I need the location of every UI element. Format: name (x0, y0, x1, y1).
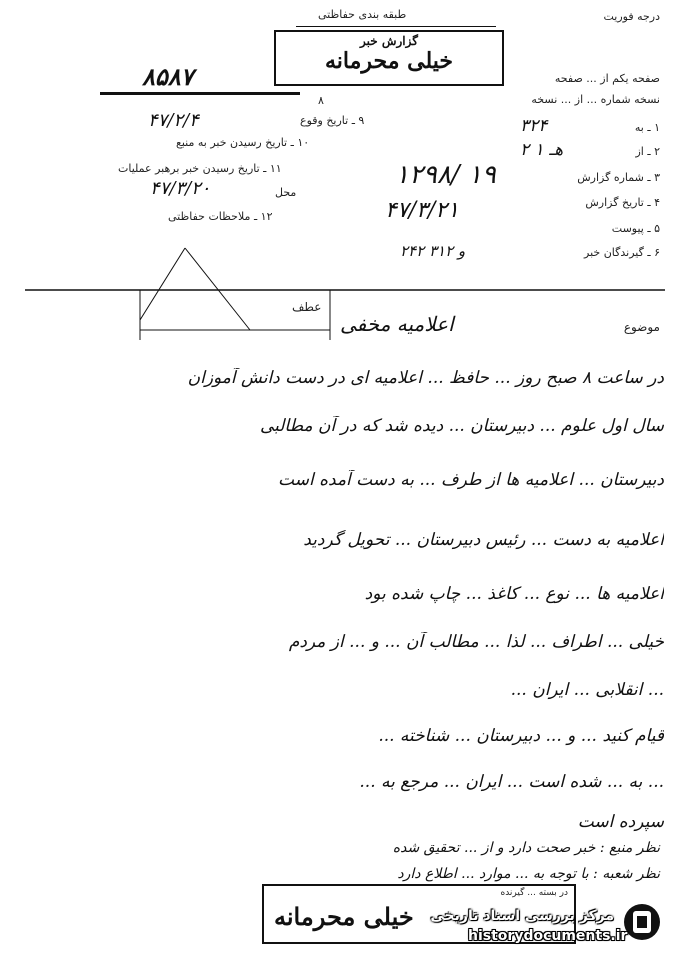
field-security-notes: ۱۲ ـ ملاحظات حفاظتی (168, 210, 273, 223)
body-line-9: ... به ... شده است ... ایران ... مرجع به ... (359, 772, 664, 792)
bottom-stamp-mini-text: در بسته ... گیرنده (500, 888, 568, 898)
classification-label: طبقه بندی حفاظتی (318, 8, 407, 21)
field-report-date: ۴ ـ تاریخ گزارش (585, 196, 660, 209)
field-from: ۲ ـ از (635, 145, 660, 158)
bottom-stamp-text: خیلی محرمانه (274, 902, 414, 931)
body-line-10: سپرده است (577, 812, 664, 832)
field-report-number: ۳ ـ شماره گزارش (577, 171, 660, 184)
top-stamp-line1: گزارش خبر (360, 34, 418, 48)
source-opinion-note: نظر منبع : خبر صحت دارد و از ... تحقیق شده (392, 840, 660, 856)
watermark-archive-name: مرکز بررسی اسناد تاریخی (430, 908, 614, 924)
body-line-4: اعلامیه به دست ... رئیس دبیرستان ... تحویل گردید (303, 530, 664, 550)
field-attachment: ۵ ـ پیوست (611, 222, 660, 235)
field-source-date: ۱۰ ـ تاریخ رسیدن خبر به منبع (176, 136, 310, 149)
header-frame (0, 0, 700, 340)
watermark-logo-icon (624, 904, 660, 940)
body-line-6: خیلی ... اطراف ... لذا ... مطالب آن ... و ... از مردم (288, 632, 664, 652)
handwritten-recipients: ۲۴۲ و ۳۱۲ (400, 242, 466, 260)
page-count-field: صفحه یکم از ... صفحه (554, 72, 660, 85)
body-line-2: سال اول علوم ... دبیرستان ... دیده شد که در آن مطالبی (259, 416, 664, 436)
field-to: ۱ ـ به (634, 121, 660, 134)
handwritten-code-b: ۲ هـ ۱ (520, 140, 564, 160)
body-line-5: اعلامیه ها ... نوع ... کاغذ ... چاپ شده بود (364, 584, 664, 604)
branch-opinion-note: نظر شعبه : با توجه به ... موارد ... اطلاع دارد (397, 866, 660, 882)
handwritten-date-b: ۴۷/۳/۲۰ (150, 178, 211, 199)
field-recipients: ۶ ـ گیرندگان خبر (584, 246, 660, 259)
attachment-ref-label: عطف (292, 300, 322, 314)
handwritten-report-number: ۱۲۹۸/ ۱۹ (395, 160, 496, 190)
field-8: ۸ (318, 94, 324, 107)
urgency-label: درجه فوریت (603, 10, 660, 23)
body-line-7: ... انقلابی ... ایران ... (510, 680, 664, 700)
subject-label: موضوع (623, 320, 660, 334)
handwritten-report-date: ۴۷/۳/۲۱ (385, 198, 459, 223)
field-occurrence-date: ۹ ـ تاریخ وقوع (300, 114, 365, 127)
field-operations-date: ۱۱ ـ تاریخ رسیدن خبر برهبر عملیات (118, 162, 282, 175)
handwritten-code-a: ۳۲۴ (520, 116, 548, 136)
handwritten-subject: اعلامیه مخفی (340, 312, 454, 336)
handwritten-ref-number: ۸۵۸۷ (142, 62, 194, 91)
handwritten-date-a: ۴۷/۲/۴ (148, 110, 199, 131)
watermark-url: historydocuments.ir (468, 928, 628, 944)
body-line-3: دبیرستان ... اعلامیه ها از طرف ... به دست آمده است (278, 470, 664, 490)
field-location: محل (275, 186, 297, 199)
body-line-1: در ساعت ۸ صبح روز ... حافظ ... اعلامیه ای در دست دانش آموزان (187, 368, 664, 388)
top-stamp-line2: خیلی محرمانه (324, 48, 454, 74)
body-line-8: قیام کنید ... و ... دبیرستان ... شناخته ... (378, 726, 664, 746)
copy-number-field: نسخه شماره ... از ... نسخه (531, 93, 660, 106)
